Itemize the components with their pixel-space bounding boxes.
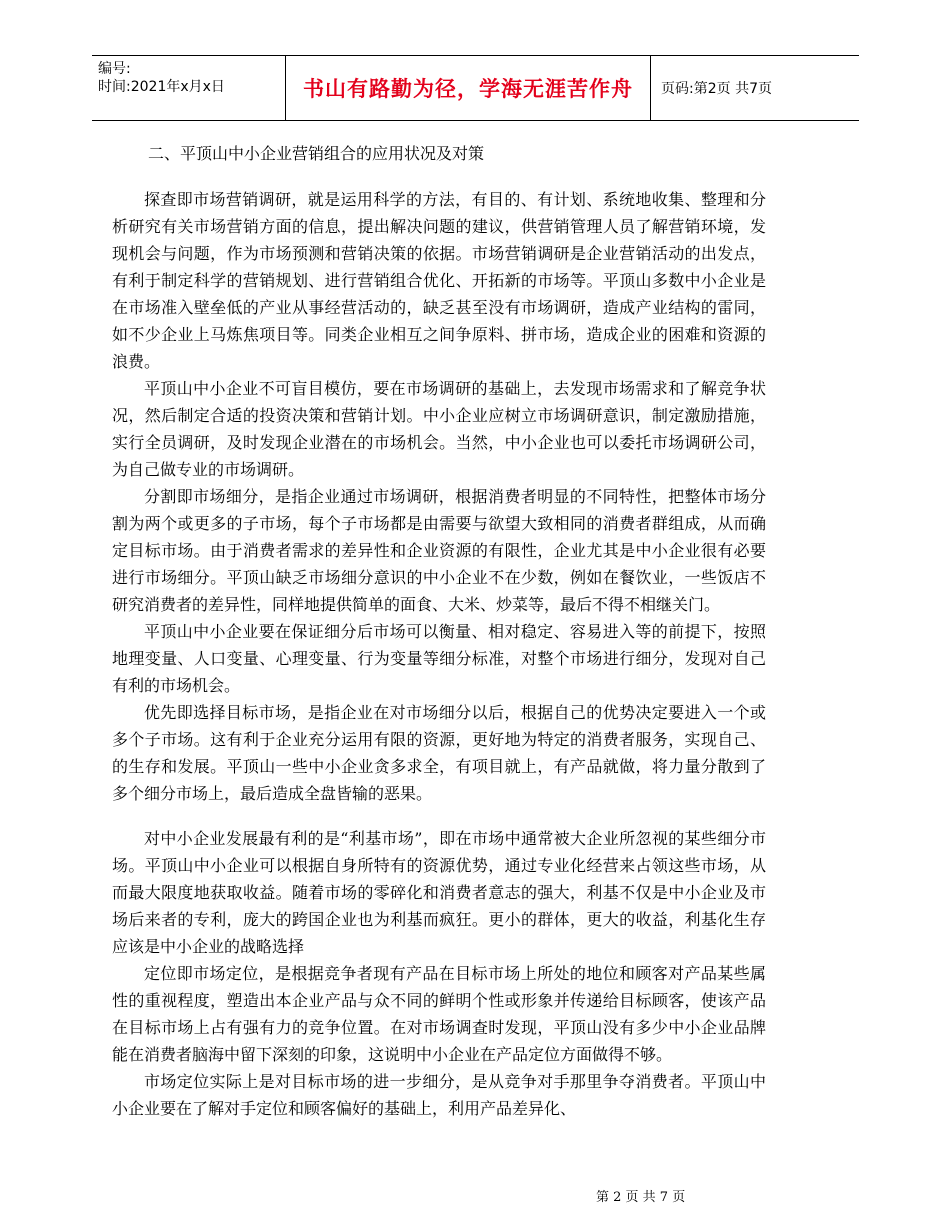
paragraph: 对中小企业发展最有利的是“利基市场”，即在市场中通常被大企业所忽视的某些细分市场。平顶山中小企业可以根据自身所特有的资源优势，通过专业化经营来占领这些市场，从而最大限度地获取收益。随着市场的零碎化和消费者意志的强大，利基不仅是中小企业及市场后来者的专利，庞大的跨国企业也为利基而疯狂。更小的群体，更大的收益，利基化生存应该是中小企业的战略选择 (112, 829, 766, 956)
paragraph: 探查即市场营销调研，就是运用科学的方法，有目的、有计划、系统地收集、整理和分析研究有关市场营销方面的信息，提出解决问题的建议，供营销管理人员了解营销环境，发现机会与问题，作为市场预测和营销决策的依据。市场营销调研是企业营销活动的出发点，有利于制定科学的营销规划、进行营销组合优化、开拓新的市场等。平顶山多数中小企业是在市场准入壁垒低的产业从事经营活动的，缺乏甚至没有市场调研，造成产业结构的雷同，如不少企业上马炼焦项目等。同类企业相互之间争原料、拼市场，造成企业的困难和资源的浪费。 (112, 190, 766, 371)
paragraph: 平顶山中小企业不可盲目模仿，要在市场调研的基础上，去发现市场需求和了解竞争状况，然后制定合适的投资决策和营销计划。中小企业应树立市场调研意识，制定激励措施，实行全员调研，及时发现企业潜在的市场机会。当然，中小企业也可以委托市场调研公司，为自己做专业的市场调研。 (112, 379, 766, 479)
document-number-label: 编号: (98, 61, 131, 77)
header-motto: 书山有路勤为径，学海无涯苦作舟 (286, 56, 651, 120)
section-title: 二、平顶山中小企业营销组合的应用状况及对策 (148, 144, 485, 163)
document-time-label: 时间:2021年x月x日 (98, 79, 225, 95)
paragraph: 优先即选择目标市场，是指企业在对市场细分以后，根据自己的优势决定要进入一个或多个子市场。这有利于企业充分运用有限的资源，更好地为特定的消费者服务，实现自己、的生存和发展。平顶山一些中小企业贪多求全，有项目就上，有产品就做，将力量分散到了多个细分市场上，最后造成全盘皆输的恶果。 (112, 703, 766, 803)
paragraph: 定位即市场定位，是根据竞争者现有产品在目标市场上所处的地位和顾客对产品某些属性的重视程度，塑造出本企业产品与众不同的鲜明个性或形象并传递给目标顾客，使该产品在目标市场上占有强有力的竞争位置。在对市场调查时发现，平顶山没有多少中小企业品牌能在消费者脑海中留下深刻的印象，这说明中小企业在产品定位方面做得不够。 (112, 964, 766, 1064)
paragraph: 分割即市场细分，是指企业通过市场调研，根据消费者明显的不同特性，把整体市场分割为两个或更多的子市场，每个子市场都是由需要与欲望大致相同的消费者群组成，从而确定目标市场。由于消费者需求的差异性和企业资源的有限性，企业尤其是中小企业很有必要进行市场细分。平顶山缺乏市场细分意识的中小企业不在少数，例如在餐饮业，一些饭店不研究消费者的差异性，同样地提供简单的面食、大米、炒菜等，最后不得不相继关门。 (112, 487, 766, 614)
page-header (92, 55, 859, 121)
header-meta (92, 56, 286, 120)
page-footer: 第 2 页 共 7 页 (596, 1190, 686, 1205)
paragraph: 平顶山中小企业要在保证细分后市场可以衡量、相对稳定、容易进入等的前提下，按照地理变量、人口变量、心理变量、行为变量等细分标准，对整个市场进行细分，发现对自己有利的市场机会。 (112, 622, 766, 695)
document-body (112, 140, 766, 1122)
header-page-label: 页码:第2页 共7页 (661, 81, 772, 97)
paragraph: 市场定位实际上是对目标市场的进一步细分，是从竞争对手那里争夺消费者。平顶山中小企业要在了解对手定位和顾客偏好的基础上，利用产品差异化、 (112, 1072, 766, 1118)
